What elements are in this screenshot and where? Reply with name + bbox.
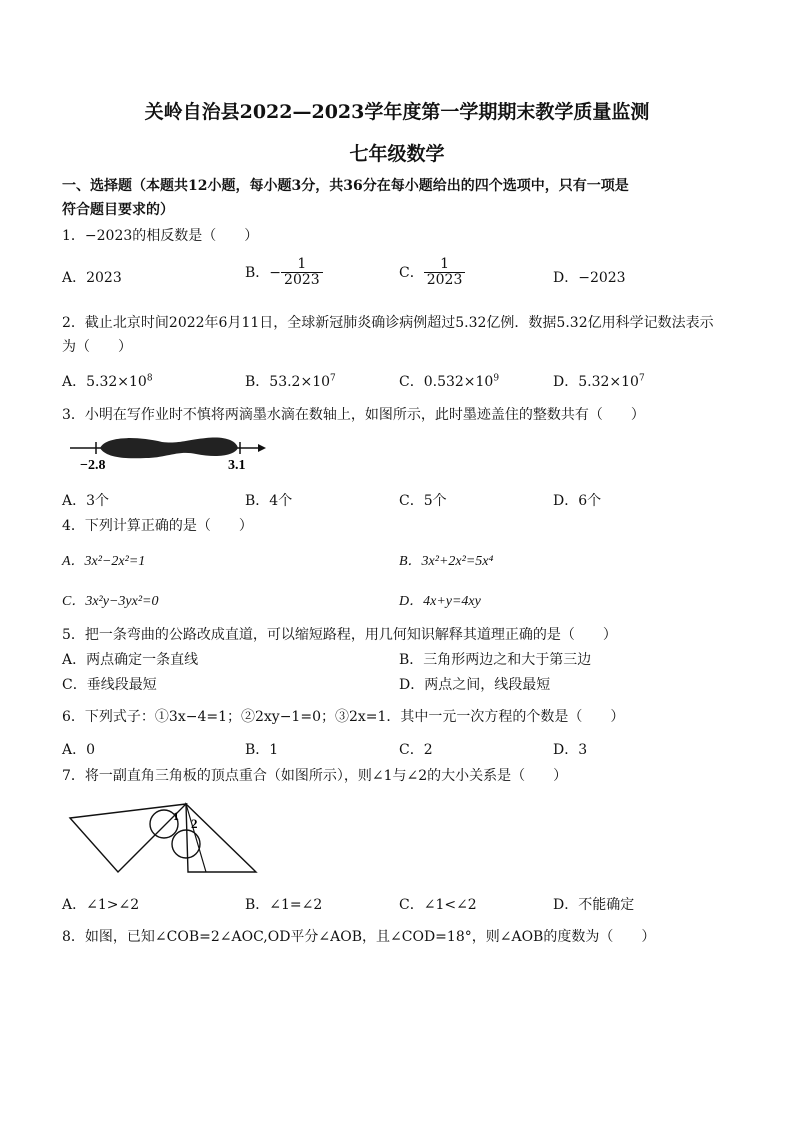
question-4-option-a: A．3x²−2x²=1 [62,554,146,569]
option-b-fraction [281,257,323,289]
fraction-denominator: 2023 [284,272,320,289]
fraction-denominator: 2023 [426,272,463,289]
option-b-label: B．− [245,264,282,281]
question-4-option-b: B．3x²+2x²=5x⁴ [399,554,494,569]
question-6-option-a: A．0 [62,742,96,758]
page-subtitle: 七年级数学 [349,143,445,165]
question-3-option-b: B．4个 [245,493,293,509]
question-3-option-c: C．5个 [399,493,447,509]
question-5-stem: 5．把一条弯曲的公路改成直道，可以缩短路程，用几何知识解释其道理正确的是（ ） [62,627,617,643]
option-label: C． [399,374,424,390]
page-title: 关岭自治县2022—2023学年度第一学期期末教学质量监测 [144,101,650,123]
question-3-stem: 3．小明在写作业时不慎将两滴墨水滴在数轴上，如图所示，此时墨迹盖住的整数共有（ ） [62,407,645,423]
question-4-option-c: C．3x²y−3yx²=0 [62,594,159,609]
option-base: 0.532×10 [423,374,494,390]
question-4-stem: 4．下列计算正确的是（ ） [62,518,253,534]
question-2-option-c [399,371,499,391]
question-3-option-d: D．6个 [553,493,602,509]
question-1-option-b [245,257,323,289]
section-heading-line2: 符合题目要求的） [62,202,174,218]
question-7-option-c: C．∠1<∠2 [399,897,477,913]
angle-2-label: 2 [191,816,198,831]
option-label: A． [62,374,87,390]
angle-1-label: 1 [173,809,179,823]
question-6-option-d: D．3 [553,742,588,758]
question-7-option-b: B．∠1=∠2 [245,897,323,913]
number-line-figure [66,430,276,475]
option-c-label: C． [399,264,424,281]
option-base: 53.2×10 [269,374,331,390]
question-7-option-a: A．∠1>∠2 [62,897,140,913]
question-7-option-d: D．不能确定 [553,897,635,913]
label-left: −2.8 [80,458,106,473]
question-6-option-c: C．2 [399,742,433,758]
fraction-numerator: 1 [424,257,466,273]
question-2-option-a [62,371,153,391]
option-exponent: 8 [146,373,153,384]
option-label: B． [245,374,270,390]
question-2-option-b [245,371,336,391]
question-7-stem: 7．将一副直角三角板的顶点重合（如图所示），则∠1与∠2的大小关系是（ ） [62,768,568,784]
question-3-option-a: A．3个 [62,493,110,509]
option-exponent: 9 [493,373,500,384]
question-2-option-d [553,371,645,391]
question-1-stem: 1．−2023的相反数是（ ） [62,228,259,244]
question-1-option-a: A．2023 [62,270,122,286]
option-label: D． [553,374,579,390]
question-1-option-c [399,257,465,289]
option-exponent: 7 [638,373,645,384]
question-2-line2: 为（ ） [62,339,132,355]
arrow-icon [258,444,266,452]
question-6-stem: 6．下列式子：①3x−4=1；②2xy−1=0；③2x=1．其中一元一次方程的个数是（ ） [62,709,625,725]
question-8-stem: 8．如图，已知∠COB=2∠AOC,OD平分∠AOB，且∠COD=18°，则∠AOB的度数为（ ） [62,929,656,945]
option-base: 5.32×10 [578,374,639,390]
ruler-triangle-1 [70,804,186,872]
option-base: 5.32×10 [86,374,147,390]
fraction-numerator: 1 [281,257,323,273]
triangle-rulers-figure [66,798,266,878]
section-heading-line1: 一、选择题（本题共12小题，每小题3分，共36分在每小题给出的四个选项中，只有一项是 [62,178,629,194]
question-5-option-a: A．两点确定一条直线 [62,652,199,668]
option-exponent: 7 [330,373,336,384]
question-1-option-d: D．−2023 [553,270,626,286]
ruler-hole-2 [172,830,200,858]
question-4-option-d: D．4x+y=4xy [399,594,481,609]
label-right: 3.1 [228,458,246,473]
option-c-fraction [424,257,466,289]
question-5-option-c: C．垂线段最短 [62,677,157,693]
question-5-option-b: B．三角形两边之和大于第三边 [399,652,592,668]
ink-blot [100,437,238,458]
question-5-option-d: D．两点之间，线段最短 [399,677,551,693]
question-6-option-b: B．1 [245,742,279,758]
question-2-line1: 2．截止北京时间2022年6月11日，全球新冠肺炎确诊病例超过5.32亿例．数据5.32亿用科学记数法表示 [62,315,714,331]
